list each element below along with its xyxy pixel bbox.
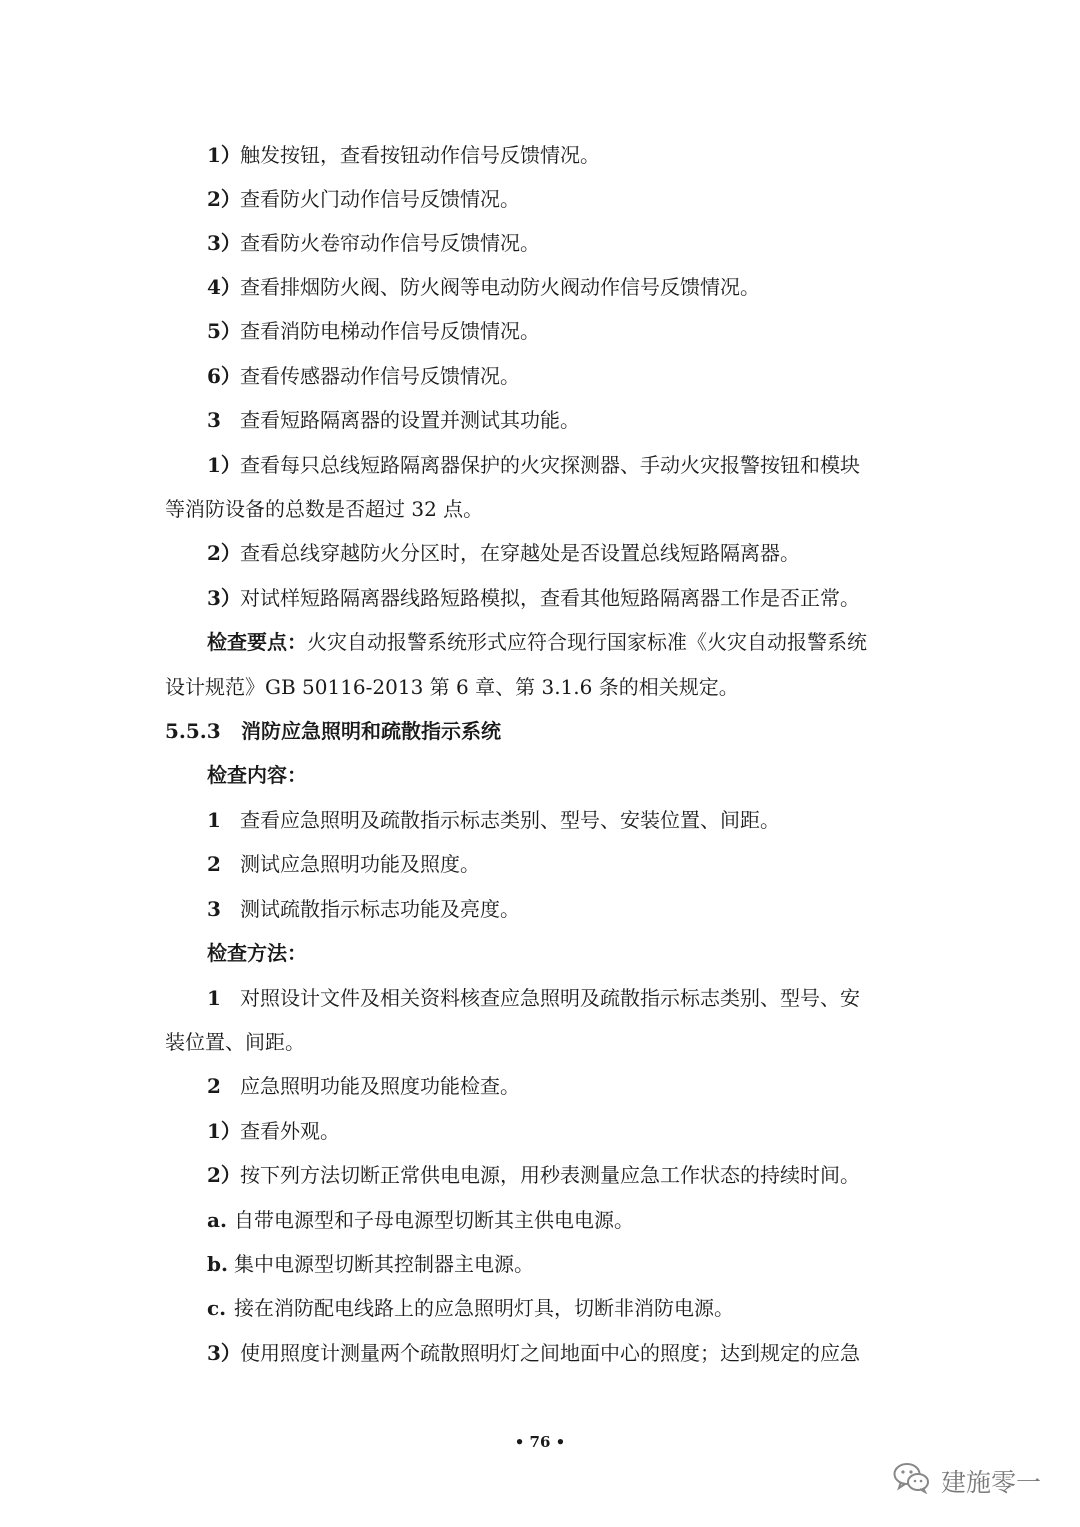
list-item: 3）使用照度计测量两个疏散照明灯之间地面中心的照度；达到规定的应急 (207, 1341, 860, 1365)
watermark-text: 建施零一 (941, 1468, 1042, 1497)
list-item: 3）查看防火卷帘动作信号反馈情况。 (207, 231, 540, 255)
page-number: • 76 • (514, 1433, 566, 1451)
sub-item: b. 集中电源型切断其控制器主电源。 (207, 1252, 534, 1276)
watermark (893, 1461, 1041, 1501)
list-item: 1）查看外观。 (207, 1119, 340, 1143)
list-item: 2 测试应急照明功能及照度。 (207, 852, 480, 876)
list-item: 1）查看每只总线短路隔离器保护的火灾探测器、手动火灾报警按钮和模块 (207, 453, 860, 477)
list-item-continuation: 等消防设备的总数是否超过 32 点。 (165, 497, 484, 521)
list-item: 2 应急照明功能及照度功能检查。 (207, 1074, 520, 1098)
list-item: 1）触发按钮，查看按钮动作信号反馈情况。 (207, 143, 600, 167)
list-item: 2）按下列方法切断正常供电电源，用秒表测量应急工作状态的持续时间。 (207, 1163, 860, 1187)
key-points-continuation: 设计规范》GB 50116-2013 第 6 章、第 3.1.6 条的相关规定。 (165, 675, 739, 699)
list-item: 2）查看防火门动作信号反馈情况。 (207, 187, 520, 211)
list-item: 4）查看排烟防火阀、防火阀等电动防火阀动作信号反馈情况。 (207, 275, 760, 299)
section-heading: 5.5.3 消防应急照明和疏散指示系统 (165, 719, 501, 743)
list-item: 2）查看总线穿越防火分区时，在穿越处是否设置总线短路隔离器。 (207, 541, 800, 565)
list-item: 1 查看应急照明及疏散指示标志类别、型号、安装位置、间距。 (207, 808, 780, 832)
list-item: 3 测试疏散指示标志功能及亮度。 (207, 897, 520, 921)
list-item: 5）查看消防电梯动作信号反馈情况。 (207, 319, 540, 343)
list-item: 1 对照设计文件及相关资料核查应急照明及疏散指示标志类别、型号、安 (207, 986, 860, 1010)
wechat-icon (893, 1462, 941, 1500)
step-3: 3 查看短路隔离器的设置并测试其功能。 (207, 408, 580, 432)
method-heading: 检查方法： (207, 941, 307, 965)
sub-item: a. 自带电源型和子母电源型切断其主供电电源。 (207, 1208, 634, 1232)
list-item: 3）对试样短路隔离器线路短路模拟，查看其他短路隔离器工作是否正常。 (207, 586, 860, 610)
list-item-continuation: 装位置、间距。 (165, 1030, 305, 1054)
content-heading: 检查内容： (207, 763, 307, 787)
key-points: 检查要点：火灾自动报警系统形式应符合现行国家标准《火灾自动报警系统 (207, 630, 867, 654)
list-item: 6）查看传感器动作信号反馈情况。 (207, 364, 520, 388)
sub-item: c. 接在消防配电线路上的应急照明灯具，切断非消防电源。 (207, 1296, 734, 1320)
